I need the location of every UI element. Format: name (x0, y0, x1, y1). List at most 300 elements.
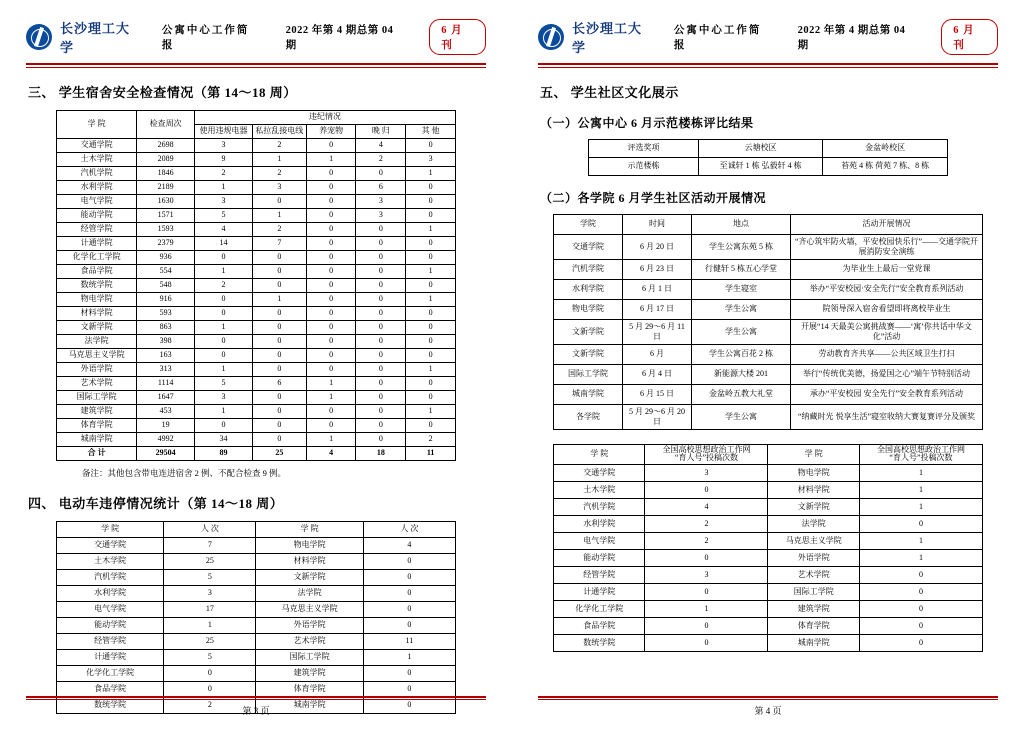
table-cell: 0 (363, 553, 455, 569)
table-cell: 新能源大楼 201 (692, 364, 791, 384)
table-cell: 1 (306, 432, 356, 446)
th-sub-1: 私拉乱接电线 (252, 124, 306, 138)
table-cell: 3 (195, 194, 253, 208)
table-cell: 1114 (137, 376, 195, 390)
table-cell: 2 (164, 697, 256, 713)
table-cell: 1 (406, 264, 456, 278)
table-row (57, 292, 456, 306)
table-cell: 能动学院 (57, 208, 137, 222)
table-cell: 0 (356, 376, 406, 390)
table-cell: 水利学院 (57, 585, 164, 601)
table-cell: 0 (406, 306, 456, 320)
table-cell: 5 (164, 569, 256, 585)
table-cell: 0 (645, 550, 768, 567)
th-ev-0: 学 院 (57, 521, 164, 537)
table-cell: 1 (406, 166, 456, 180)
table-cell: 数统学院 (554, 635, 645, 652)
table-cell: 能动学院 (554, 550, 645, 567)
table-cell: 承办“平安校园 安全先行”安全教育系列活动 (791, 384, 983, 404)
table-cell: 0 (645, 584, 768, 601)
table-cell: 0 (306, 278, 356, 292)
table-cell: 0 (306, 194, 356, 208)
table-cell: 文新学院 (768, 499, 859, 516)
table-cell: 0 (356, 264, 406, 278)
table-row (57, 278, 456, 292)
table-cell: “纳藏时光 悦享生活”寝室收纳大赛复赛评分及颁奖 (791, 404, 983, 429)
table-cell: 3 (406, 152, 456, 166)
footer-rule-thin (26, 699, 486, 700)
table-cell: 土木学院 (554, 482, 645, 499)
table-cell: 1 (252, 292, 306, 306)
table-cell: 1 (406, 292, 456, 306)
table-cell: 6 月 20 日 (623, 234, 692, 259)
table-cell: 5 (195, 208, 253, 222)
th-yr-count-right (859, 444, 982, 465)
table-cell: 0 (406, 418, 456, 432)
table-cell: 25 (164, 633, 256, 649)
table-row (554, 234, 983, 259)
table-row (57, 194, 456, 208)
table-cell: 5 (195, 376, 253, 390)
table-cell: 学生公寓 (692, 404, 791, 429)
table-cell: 2 (195, 278, 253, 292)
table-cell: 0 (363, 569, 455, 585)
th-ev-1: 人 次 (164, 521, 256, 537)
ev-violation-table (56, 521, 456, 714)
model-building-table (588, 139, 948, 176)
table-cell: 艺术学院 (57, 376, 137, 390)
bulletin-title: 公寓中心工作简报 (673, 25, 762, 51)
table-row (57, 537, 456, 553)
table-cell: 936 (137, 250, 195, 264)
page-number-left: 第 3 页 (242, 706, 270, 716)
table-cell: 文新学院 (554, 344, 623, 364)
table-row (554, 384, 983, 404)
table-cell: 0 (252, 418, 306, 432)
table-cell: 6 月 4 日 (623, 364, 692, 384)
header-rule-thin (538, 67, 998, 68)
table-cell: 行健轩 5 栋五心学堂 (692, 259, 791, 279)
table-cell: 3 (195, 390, 253, 404)
table-cell: 29504 (137, 446, 195, 460)
table-cell: 国际工学院 (57, 390, 137, 404)
footer-rule (26, 696, 486, 698)
table-cell: 举办“平安校园·安全先行”安全教育系列活动 (791, 279, 983, 299)
table-cell: 0 (252, 250, 306, 264)
table-cell: 1 (406, 362, 456, 376)
table-cell: 物电学院 (768, 465, 859, 482)
table-cell: 0 (406, 390, 456, 404)
safety-check-table (56, 110, 456, 461)
table-cell: 0 (195, 418, 253, 432)
th-times: 检查周次 (137, 110, 195, 138)
th-model-0: 评选奖项 (589, 139, 699, 157)
table-cell: 0 (195, 306, 253, 320)
table-cell: 7 (164, 537, 256, 553)
table-cell: 院领导深入宿舍看望即将离校毕业生 (791, 299, 983, 319)
table-cell: 法学院 (768, 516, 859, 533)
table-row (57, 649, 456, 665)
table-row (554, 618, 983, 635)
table-cell: 0 (645, 618, 768, 635)
table-cell: 文新学院 (554, 319, 623, 344)
table-cell: 0 (356, 362, 406, 376)
table-row (554, 635, 983, 652)
table-cell: 1647 (137, 390, 195, 404)
section-4-title: 四、 电动车违停情况统计（第 14～18 周） (28, 495, 284, 511)
th-model-1: 云塘校区 (699, 139, 823, 157)
table-cell: 0 (306, 334, 356, 348)
table-cell: 2 (195, 166, 253, 180)
table-row (554, 499, 983, 516)
table-cell: 163 (137, 348, 195, 362)
table-cell: “齐心筑牢防火墙，平安校园快乐行”——交通学院开展消防安全演练 (791, 234, 983, 259)
table-cell: 6 (252, 376, 306, 390)
table-cell: 554 (137, 264, 195, 278)
table-cell: 0 (356, 432, 406, 446)
table-cell: 1 (195, 180, 253, 194)
table-cell: 0 (252, 432, 306, 446)
table-cell: 开展“14 天最美公寓挑战赛——‘寓’你共话中华文化”活动 (791, 319, 983, 344)
table-row (57, 362, 456, 376)
table-row (57, 569, 456, 585)
page-number-right: 第 4 页 (754, 706, 782, 716)
table-cell: 3 (252, 180, 306, 194)
table-cell: 0 (363, 697, 455, 713)
th-model-2: 金盆岭校区 (823, 139, 948, 157)
table-cell: 学生公寓 (692, 319, 791, 344)
table-row (554, 516, 983, 533)
table-cell: 0 (356, 292, 406, 306)
table-cell: 0 (306, 166, 356, 180)
table-cell: 计通学院 (554, 584, 645, 601)
table-cell: 苔苑 4 栋 荷苑 7 栋、8 栋 (823, 157, 948, 175)
table-cell: 国际工学院 (256, 649, 363, 665)
table-cell: 外语学院 (256, 617, 363, 633)
university-logo-icon (538, 24, 564, 50)
table-row (57, 166, 456, 180)
table-cell: 453 (137, 404, 195, 418)
footer-rule (538, 696, 998, 698)
table-cell: 1 (252, 208, 306, 222)
table-cell: 文新学院 (57, 320, 137, 334)
table-row (57, 432, 456, 446)
table-cell: 4 (195, 222, 253, 236)
month-badge: 6 月刊 (429, 19, 486, 55)
table-cell: 0 (859, 584, 982, 601)
month-badge: 6 月刊 (941, 19, 998, 55)
table-cell: 0 (252, 390, 306, 404)
table-cell: 学生公寓东苑 5 栋 (692, 234, 791, 259)
table-row (57, 320, 456, 334)
footer-right (538, 696, 998, 718)
table-cell: 11 (406, 446, 456, 460)
table-cell: 2 (252, 166, 306, 180)
table-row (554, 584, 983, 601)
table-cell: 0 (252, 194, 306, 208)
table-cell: 艺术学院 (768, 567, 859, 584)
table-cell: 学生寝室 (692, 279, 791, 299)
table-cell: 2 (252, 222, 306, 236)
table-row (554, 364, 983, 384)
table-cell: 经管学院 (554, 567, 645, 584)
table-cell: 1 (406, 222, 456, 236)
table-cell: 食品学院 (57, 681, 164, 697)
table-cell: 0 (406, 278, 456, 292)
table-cell: 2379 (137, 236, 195, 250)
table-row (57, 348, 456, 362)
table-cell: 1 (195, 264, 253, 278)
table-row (57, 418, 456, 432)
table-cell: 1 (195, 362, 253, 376)
header-rule (538, 63, 998, 65)
table-cell: 示范楼栋 (589, 157, 699, 175)
th-act-3: 活动开展情况 (791, 214, 983, 234)
table-cell: 2 (645, 516, 768, 533)
table-cell: 0 (406, 348, 456, 362)
table-cell: 物电学院 (554, 299, 623, 319)
table-cell: 汽机学院 (57, 569, 164, 585)
table-cell: 9 (195, 152, 253, 166)
table-cell: 0 (252, 264, 306, 278)
table-cell: 0 (306, 250, 356, 264)
table-cell: 14 (195, 236, 253, 250)
header-rule (26, 63, 486, 65)
table-cell: 3 (164, 585, 256, 601)
table-row (554, 299, 983, 319)
table-cell: 0 (306, 208, 356, 222)
table-cell: 3 (356, 194, 406, 208)
issue-label: 2022 年第 4 期总第 04 期 (797, 25, 906, 51)
table-row (57, 208, 456, 222)
table-cell: 马克思主义学院 (57, 348, 137, 362)
table-cell: 0 (252, 306, 306, 320)
table-cell: 交通学院 (554, 465, 645, 482)
table-cell: 法学院 (256, 585, 363, 601)
table-cell: 0 (406, 236, 456, 250)
table-row (554, 567, 983, 584)
table-cell: 马克思主义学院 (768, 533, 859, 550)
table-cell: 0 (356, 306, 406, 320)
table-cell: 经管学院 (57, 222, 137, 236)
table-row (57, 250, 456, 264)
table-cell: 6 月 23 日 (623, 259, 692, 279)
table-cell: 1 (406, 404, 456, 418)
masthead-left (26, 18, 486, 61)
table-row (57, 617, 456, 633)
table-row (57, 236, 456, 250)
table-row (554, 259, 983, 279)
table-cell: 3 (645, 465, 768, 482)
footer-left (26, 696, 486, 718)
table-cell: 1 (306, 152, 356, 166)
table-cell: 11 (363, 633, 455, 649)
table-cell: 汽机学院 (554, 499, 645, 516)
table-cell: 0 (306, 306, 356, 320)
table-cell: 学生公寓 (692, 299, 791, 319)
table-cell: 交通学院 (57, 537, 164, 553)
table-cell: 汽机学院 (554, 259, 623, 279)
table-cell: 0 (356, 404, 406, 418)
th-yr-college-right: 学 院 (768, 444, 859, 465)
table-cell: 0 (356, 390, 406, 404)
table-cell: 0 (363, 681, 455, 697)
table-cell: 0 (252, 404, 306, 418)
table-cell: 0 (363, 585, 455, 601)
th-yr-college-left: 学 院 (554, 444, 645, 465)
table-cell: 0 (406, 320, 456, 334)
table-cell: 5 (164, 649, 256, 665)
table-cell: 4 (363, 537, 455, 553)
table-cell: 6 月 17 日 (623, 299, 692, 319)
table-row (57, 390, 456, 404)
table-cell: 材料学院 (768, 482, 859, 499)
table-cell: 2 (252, 138, 306, 152)
table-cell: 电气学院 (554, 533, 645, 550)
table-cell: 1 (195, 320, 253, 334)
th-college: 学 院 (57, 110, 137, 138)
table-row (57, 553, 456, 569)
table-cell: 材料学院 (256, 553, 363, 569)
table-cell: 水利学院 (554, 516, 645, 533)
table-cell: 合 计 (57, 446, 137, 460)
table-cell: 1571 (137, 208, 195, 222)
table-cell: 0 (356, 278, 406, 292)
table-cell: 0 (195, 348, 253, 362)
table-cell: 0 (252, 278, 306, 292)
table-row (554, 550, 983, 567)
table-cell: 0 (645, 482, 768, 499)
table-cell: 17 (164, 601, 256, 617)
table-cell: 0 (356, 334, 406, 348)
table-row (554, 404, 983, 429)
table-cell: 1 (164, 617, 256, 633)
table-cell: 计通学院 (57, 236, 137, 250)
table-cell: 0 (356, 348, 406, 362)
table-cell: 物电学院 (256, 537, 363, 553)
table-row (554, 601, 983, 618)
table-cell: 劳动教育齐共享——公共区域卫生打扫 (791, 344, 983, 364)
table-cell: 6 月 1 日 (623, 279, 692, 299)
table-cell: 学生公寓百花 2 栋 (692, 344, 791, 364)
table-cell: 0 (306, 418, 356, 432)
table-cell: 1 (252, 152, 306, 166)
table-cell: 0 (306, 222, 356, 236)
table-cell: 建筑学院 (57, 404, 137, 418)
th-yr-count-left (645, 444, 768, 465)
yuren-submission-table (553, 444, 983, 653)
table-cell: 0 (406, 180, 456, 194)
table-cell: 916 (137, 292, 195, 306)
bulletin-title: 公寓中心工作简报 (161, 25, 250, 51)
issue-label: 2022 年第 4 期总第 04 期 (285, 25, 394, 51)
table-cell: 0 (306, 180, 356, 194)
table-cell: 化学化工学院 (554, 601, 645, 618)
table-cell: 19 (137, 418, 195, 432)
table-cell: 能动学院 (57, 617, 164, 633)
table-row (57, 264, 456, 278)
th-ev-3: 人 次 (363, 521, 455, 537)
table-cell: 0 (306, 138, 356, 152)
table-cell: 城南学院 (554, 384, 623, 404)
table-cell: 6 (356, 180, 406, 194)
table-cell: 法学院 (57, 334, 137, 348)
th-yr-count-left-line2: “育人号”投稿次数 (674, 453, 739, 463)
table-cell: 0 (363, 601, 455, 617)
table-cell: 金盆岭五教大礼堂 (692, 384, 791, 404)
table-cell: 0 (859, 618, 982, 635)
table-cell: 1 (195, 404, 253, 418)
table-cell: 0 (306, 348, 356, 362)
table-cell: 0 (356, 418, 406, 432)
table-cell: 89 (195, 446, 253, 460)
section-5-title: 五、 学生社区文化展示 (540, 84, 679, 100)
table-cell: 食品学院 (554, 618, 645, 635)
table-cell: 4 (356, 138, 406, 152)
table-cell: 0 (406, 138, 456, 152)
th-act-0: 学院 (554, 214, 623, 234)
table-cell: 建筑学院 (768, 601, 859, 618)
table-cell: 交通学院 (57, 138, 137, 152)
header-rule-thin (26, 67, 486, 68)
table-cell: 外语学院 (57, 362, 137, 376)
table-cell: 0 (252, 334, 306, 348)
table-row (57, 306, 456, 320)
table-cell: 0 (164, 681, 256, 697)
table-cell: 体育学院 (256, 681, 363, 697)
check-note: 备注：其他包含带电连进宿舍 2 例、不配合检查 9 例。 (82, 467, 287, 478)
table-cell: 0 (356, 222, 406, 236)
table-cell: 0 (859, 635, 982, 652)
table-cell: 1630 (137, 194, 195, 208)
table-cell: 艺术学院 (256, 633, 363, 649)
table-cell: 2 (406, 432, 456, 446)
table-cell: 548 (137, 278, 195, 292)
table-cell: 1 (363, 649, 455, 665)
table-cell: 34 (195, 432, 253, 446)
table-cell: 为毕业生上最后一堂党课 (791, 259, 983, 279)
table-cell: 0 (306, 236, 356, 250)
table-cell: 化学化工学院 (57, 250, 137, 264)
table-cell: 0 (164, 665, 256, 681)
table-cell: 0 (195, 292, 253, 306)
table-cell: 313 (137, 362, 195, 376)
table-cell: 0 (195, 250, 253, 264)
table-cell: 0 (252, 320, 306, 334)
th-sub-4: 其 他 (406, 124, 456, 138)
table-cell: 马克思主义学院 (256, 601, 363, 617)
table-cell: 计通学院 (57, 649, 164, 665)
table-cell: 25 (252, 446, 306, 460)
table-cell: 0 (363, 665, 455, 681)
table-cell: 化学化工学院 (57, 665, 164, 681)
table-cell: 体育学院 (57, 418, 137, 432)
table-cell: 5 月 29～6 月 11 日 (623, 319, 692, 344)
table-cell: 文新学院 (256, 569, 363, 585)
table-cell: 3 (356, 208, 406, 222)
table-row (57, 222, 456, 236)
table-row (57, 334, 456, 348)
table-cell: 0 (356, 250, 406, 264)
table-cell: 3 (645, 567, 768, 584)
table-cell: 593 (137, 306, 195, 320)
table-cell: 0 (859, 567, 982, 584)
table-cell: 电气学院 (57, 194, 137, 208)
table-row (554, 482, 983, 499)
table-cell: 1593 (137, 222, 195, 236)
page-right (512, 0, 1024, 731)
table-cell: 0 (356, 320, 406, 334)
